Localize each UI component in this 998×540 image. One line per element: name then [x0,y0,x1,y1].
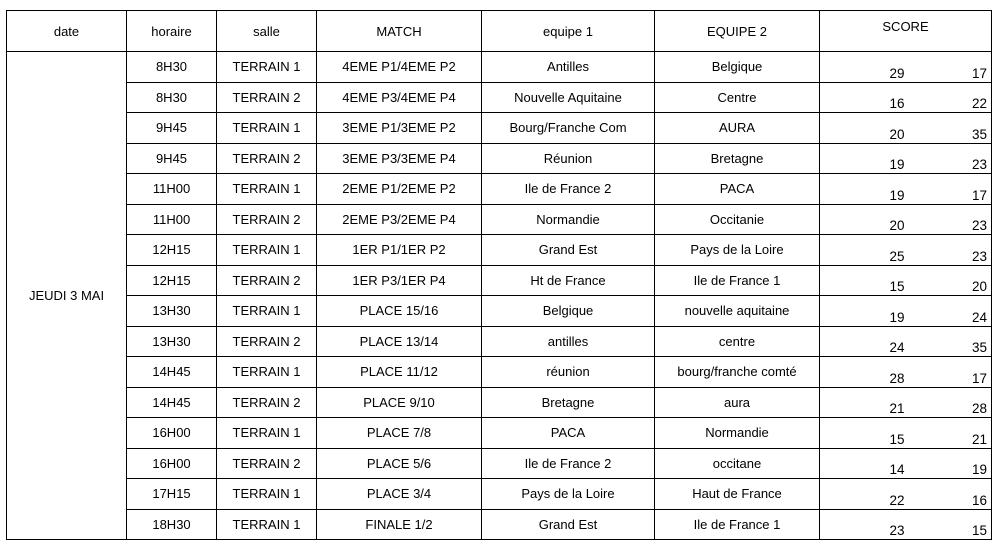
match-cell: PLACE 15/16 [317,296,482,327]
match-cell: PLACE 3/4 [317,479,482,510]
schedule-table [6,10,992,540]
score-2-cell: 16 [909,479,992,510]
table-row [7,448,992,479]
court-cell: TERRAIN 1 [217,235,317,266]
time-cell: 8H30 [127,82,217,113]
score-1-cell: 21 [820,387,909,418]
score-2-cell: 15 [909,509,992,540]
score-1-cell: 25 [820,235,909,266]
score-2-cell: 23 [909,143,992,174]
court-cell: TERRAIN 2 [217,448,317,479]
table-row [7,418,992,449]
table-row [7,509,992,540]
court-cell: TERRAIN 1 [217,52,317,83]
team-2-cell: PACA [655,174,820,205]
team-1-cell: Bretagne [482,387,655,418]
score-1-cell: 24 [820,326,909,357]
team-1-cell: Normandie [482,204,655,235]
team-2-cell: centre [655,326,820,357]
time-cell: 9H45 [127,143,217,174]
team-2-cell: Normandie [655,418,820,449]
score-2-cell: 21 [909,418,992,449]
table-row [7,113,992,144]
table-row [7,387,992,418]
team-1-cell: Belgique [482,296,655,327]
table-row [7,143,992,174]
match-cell: PLACE 7/8 [317,418,482,449]
team-1-cell: Ht de France [482,265,655,296]
court-cell: TERRAIN 1 [217,357,317,388]
time-cell: 14H45 [127,357,217,388]
team-1-cell: Nouvelle Aquitaine [482,82,655,113]
match-cell: 3EME P3/3EME P4 [317,143,482,174]
team-2-cell: bourg/franche comté [655,357,820,388]
match-cell: FINALE 1/2 [317,509,482,540]
score-2-cell: 20 [909,265,992,296]
score-1-cell: 20 [820,204,909,235]
team-2-cell: occitane [655,448,820,479]
time-cell: 13H30 [127,326,217,357]
team-1-cell: Bourg/Franche Com [482,113,655,144]
score-2-cell: 22 [909,82,992,113]
schedule-body [7,52,992,540]
match-cell: 4EME P1/4EME P2 [317,52,482,83]
team-1-cell: Ile de France 2 [482,174,655,205]
score-2-cell: 28 [909,387,992,418]
team-2-cell: Occitanie [655,204,820,235]
score-1-cell: 19 [820,143,909,174]
header-score: SCORE [820,11,992,52]
table-row [7,52,992,83]
match-cell: 1ER P3/1ER P4 [317,265,482,296]
time-cell: 14H45 [127,387,217,418]
time-cell: 12H15 [127,235,217,266]
header-date: date [7,11,127,52]
header-horaire: horaire [127,11,217,52]
score-1-cell: 14 [820,448,909,479]
team-2-cell: Ile de France 1 [655,509,820,540]
court-cell: TERRAIN 1 [217,509,317,540]
date-cell: JEUDI 3 MAI [7,52,127,540]
score-1-cell: 15 [820,418,909,449]
team-2-cell: Pays de la Loire [655,235,820,266]
court-cell: TERRAIN 2 [217,82,317,113]
table-row [7,326,992,357]
team-1-cell: Antilles [482,52,655,83]
team-2-cell: nouvelle aquitaine [655,296,820,327]
match-cell: 3EME P1/3EME P2 [317,113,482,144]
table-row [7,204,992,235]
table-row [7,479,992,510]
score-2-cell: 17 [909,52,992,83]
table-row [7,296,992,327]
team-1-cell: Grand Est [482,509,655,540]
score-1-cell: 23 [820,509,909,540]
score-1-cell: 16 [820,82,909,113]
score-2-cell: 35 [909,326,992,357]
match-cell: 1ER P1/1ER P2 [317,235,482,266]
score-2-cell: 23 [909,204,992,235]
score-1-cell: 29 [820,52,909,83]
court-cell: TERRAIN 2 [217,326,317,357]
score-2-cell: 17 [909,174,992,205]
time-cell: 11H00 [127,204,217,235]
time-cell: 11H00 [127,174,217,205]
header-equipe-2: EQUIPE 2 [655,11,820,52]
court-cell: TERRAIN 1 [217,479,317,510]
team-2-cell: Centre [655,82,820,113]
time-cell: 16H00 [127,418,217,449]
header-row [7,11,992,52]
team-2-cell: aura [655,387,820,418]
team-1-cell: Grand Est [482,235,655,266]
team-2-cell: Bretagne [655,143,820,174]
table-row [7,357,992,388]
team-1-cell: réunion [482,357,655,388]
court-cell: TERRAIN 1 [217,418,317,449]
score-2-cell: 19 [909,448,992,479]
court-cell: TERRAIN 1 [217,174,317,205]
court-cell: TERRAIN 2 [217,204,317,235]
team-2-cell: Ile de France 1 [655,265,820,296]
header-salle: salle [217,11,317,52]
team-1-cell: Ile de France 2 [482,448,655,479]
table-row [7,235,992,266]
team-1-cell: PACA [482,418,655,449]
score-2-cell: 23 [909,235,992,266]
score-2-cell: 24 [909,296,992,327]
match-cell: 4EME P3/4EME P4 [317,82,482,113]
team-2-cell: AURA [655,113,820,144]
match-cell: PLACE 9/10 [317,387,482,418]
score-1-cell: 15 [820,265,909,296]
match-cell: 2EME P1/2EME P2 [317,174,482,205]
team-1-cell: Réunion [482,143,655,174]
match-cell: PLACE 5/6 [317,448,482,479]
time-cell: 9H45 [127,113,217,144]
court-cell: TERRAIN 2 [217,387,317,418]
header-match: MATCH [317,11,482,52]
match-cell: PLACE 11/12 [317,357,482,388]
score-2-cell: 35 [909,113,992,144]
court-cell: TERRAIN 1 [217,113,317,144]
time-cell: 8H30 [127,52,217,83]
team-1-cell: antilles [482,326,655,357]
time-cell: 13H30 [127,296,217,327]
court-cell: TERRAIN 1 [217,296,317,327]
score-1-cell: 19 [820,174,909,205]
table-row [7,174,992,205]
time-cell: 12H15 [127,265,217,296]
match-cell: 2EME P3/2EME P4 [317,204,482,235]
score-1-cell: 22 [820,479,909,510]
score-1-cell: 19 [820,296,909,327]
time-cell: 18H30 [127,509,217,540]
score-1-cell: 20 [820,113,909,144]
score-2-cell: 17 [909,357,992,388]
team-2-cell: Haut de France [655,479,820,510]
header-equipe-1: equipe 1 [482,11,655,52]
team-2-cell: Belgique [655,52,820,83]
court-cell: TERRAIN 2 [217,265,317,296]
time-cell: 16H00 [127,448,217,479]
time-cell: 17H15 [127,479,217,510]
table-row [7,82,992,113]
team-1-cell: Pays de la Loire [482,479,655,510]
match-cell: PLACE 13/14 [317,326,482,357]
court-cell: TERRAIN 2 [217,143,317,174]
score-1-cell: 28 [820,357,909,388]
table-row [7,265,992,296]
